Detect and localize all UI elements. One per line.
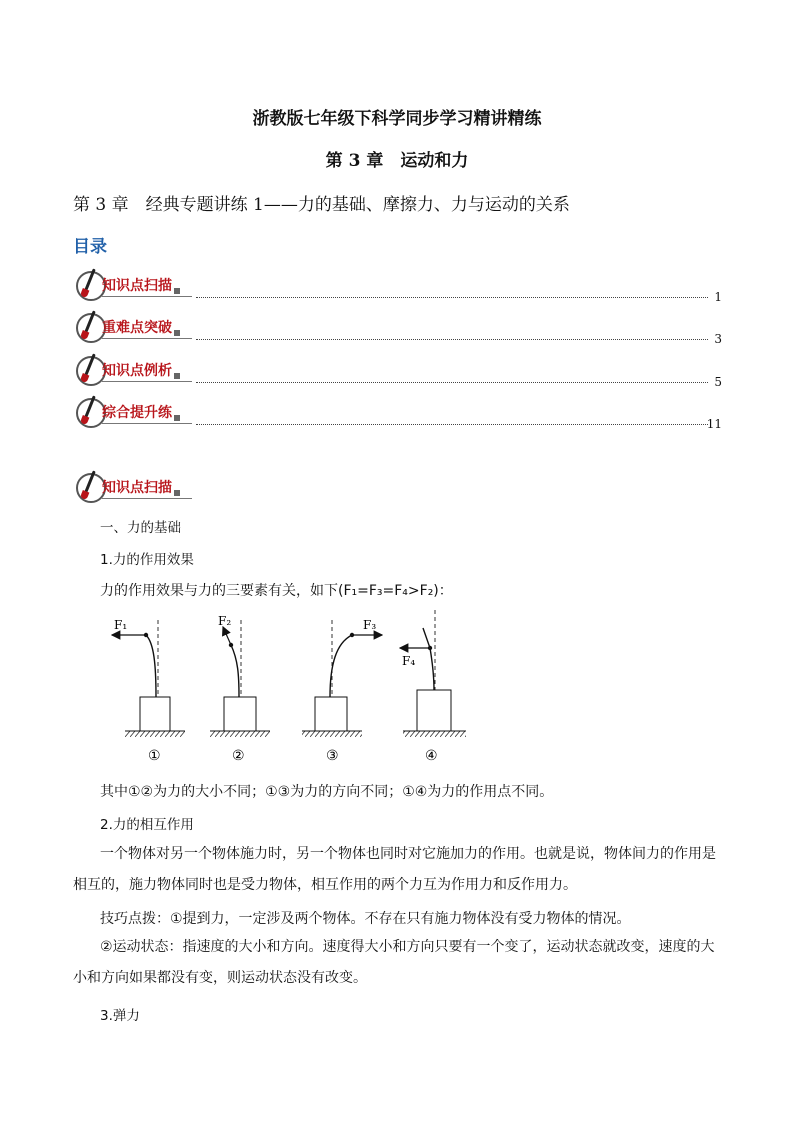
divider <box>102 423 192 424</box>
toc-page-number: 1 <box>714 290 722 304</box>
section-badge <box>70 397 194 429</box>
panel-2 <box>210 620 270 737</box>
square-icon <box>174 415 180 421</box>
toc-item-label: 知识点例析 <box>102 363 172 379</box>
toc-page-number: 5 <box>714 375 722 389</box>
caption-2: ② <box>232 748 245 764</box>
toc-item-comprehensive[interactable] <box>70 397 722 429</box>
document-title: 浙教版七年级下科学同步学习精讲精练 <box>252 109 542 129</box>
heading-force-basics: 一、力的基础 <box>100 520 181 536</box>
force-effect-figure <box>110 605 480 775</box>
toc-page-number: 3 <box>714 332 722 346</box>
toc-item-label: 重难点突破 <box>102 320 172 336</box>
square-icon <box>174 490 180 496</box>
toc-item-label: 综合提升练 <box>102 405 172 421</box>
panel-1 <box>112 620 185 737</box>
square-icon <box>174 373 180 379</box>
caption-4: ④ <box>425 748 438 764</box>
force-label-f3: F₃ <box>363 618 377 632</box>
divider <box>102 338 192 339</box>
heading-elastic-force: 3.弹力 <box>100 1008 140 1024</box>
section-badge <box>70 355 194 387</box>
chapter-title: 第 3 章 运动和力 <box>325 151 469 171</box>
mutual-force-paragraph: 一个物体对另一个物体施力时，另一个物体也同时对它施加力的作用。也就是说，物体间力的作用是相互的，施力物体同时也是受力物体，相互作用的两个力互为作用力和反作用力。 <box>73 846 716 893</box>
divider <box>102 296 192 297</box>
dot-leader <box>196 297 708 298</box>
toc-page-number: 11 <box>706 417 722 431</box>
dot-leader <box>196 424 708 425</box>
panel-4 <box>400 610 466 737</box>
dot-leader <box>196 339 708 340</box>
caption-3: ③ <box>326 748 339 764</box>
heading-mutual-force: 2.力的相互作用 <box>100 817 194 833</box>
force-label-f2: F₂ <box>218 614 232 628</box>
toc-item-knowledge-scan[interactable] <box>70 270 722 302</box>
section-header <box>70 472 210 504</box>
force-label-f4: F₄ <box>402 654 416 668</box>
divider <box>102 498 192 499</box>
section-badge <box>70 270 194 302</box>
toc-item-key-difficulties[interactable] <box>70 312 722 344</box>
panel-3 <box>302 620 382 737</box>
toc-item-label: 知识点扫描 <box>102 278 172 294</box>
force-label-f1: F₁ <box>114 618 128 632</box>
section-label: 知识点扫描 <box>102 480 172 496</box>
tip-paragraph-2: ②运动状态：指速度的大小和方向。速度得大小和方向只要有一个变了，运动状态就改变，速度的大小和方向如果都没有变，则运动状态没有改变。 <box>73 939 715 986</box>
toc-item-examples[interactable] <box>70 355 722 387</box>
toc-heading: 目录 <box>73 237 107 257</box>
heading-force-effect: 1.力的作用效果 <box>100 552 194 568</box>
caption-1: ① <box>148 748 161 764</box>
lesson-title: 第 3 章 经典专题讲练 1——力的基础、摩擦力、力与运动的关系 <box>73 195 570 215</box>
section-badge <box>70 312 194 344</box>
force-intro: 力的作用效果与力的三要素有关，如下(F₁=F₃=F₄>F₂)： <box>100 583 453 599</box>
tip-paragraph-1: 技巧点拨：①提到力，一定涉及两个物体。不存在只有施力物体没有受力物体的情况。 <box>100 911 631 927</box>
force-diagram <box>110 605 480 775</box>
dot-leader <box>196 382 708 383</box>
divider <box>102 381 192 382</box>
section-badge <box>70 472 194 504</box>
figure-conclusion: 其中①②为力的大小不同；①③为力的方向不同；①④为力的作用点不同。 <box>100 784 554 800</box>
square-icon <box>174 288 180 294</box>
square-icon <box>174 330 180 336</box>
